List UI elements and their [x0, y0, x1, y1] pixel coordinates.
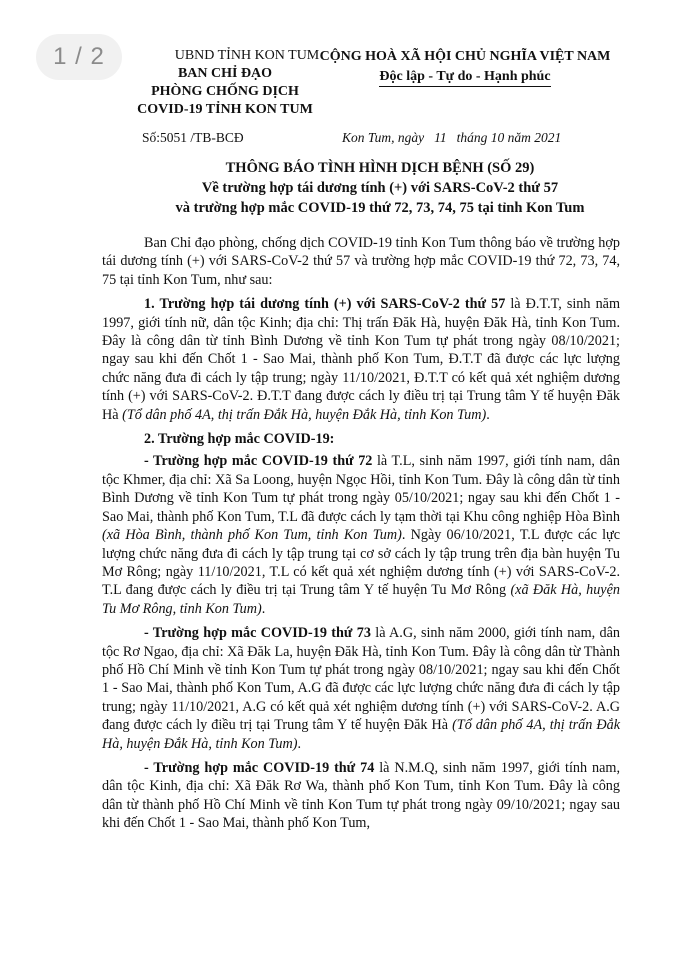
case-72-location-2: (xã Đăk Hà, huyện Tu Mơ Rông, tỉnh Kon Tum)	[102, 582, 620, 617]
document-number: Số:5051 /TB-BCĐ	[142, 130, 244, 145]
page-indicator-badge: 1 / 2	[36, 34, 122, 80]
case-73-paragraph	[102, 624, 620, 753]
section-1-text: là Đ.T.T, sinh năm 1997, giới tính nữ, dân tộc Kinh; địa chỉ: Thị trấn Đăk Hà, huyện Đăk Hà, tỉnh Kon Tum. Đây là công dân từ tỉnh Bình Dương về tỉnh Kon Tum tự phát trong ngày 08/10/2021; ngay sau khi đến Chốt 1 - Sao Mai, thành phố Kon Tum, Đ.T.T đã được các lực lượng chức năng đưa đi cách ly tập trung; ngày 11/10/2021, Đ.T.T có kết quả xét nghiệm dương tính (+) với SARS-CoV-2. Đ.T.T đang được cách ly điều trị tại Trung tâm Y tế huyện Đăk Hà	[102, 296, 620, 423]
case-73-location: (Tổ dân phố 4A, thị trấn Đắk Hà, huyện Đắk Hà, tỉnh Kon Tum)	[102, 717, 621, 752]
document-date	[342, 130, 561, 146]
date-day: 11	[434, 130, 447, 145]
case-73-end: .	[297, 735, 302, 752]
section-1-location: (Tổ dân phố 4A, thị trấn Đắk Hà, huyện Đắk Hà, tỉnh Kon Tum)	[122, 406, 487, 423]
authority-line-1: UBND TỈNH KON TUM	[174, 48, 320, 63]
authority-line-2: BAN CHỈ ĐẠO	[177, 66, 273, 81]
title-line-2: Về trường hợp tái dương tính (+) với SARS-CoV-2 thứ 57	[201, 180, 559, 196]
document-body	[102, 234, 620, 839]
date-place: Kon Tum, ngày	[342, 130, 425, 145]
national-title: CỘNG HOÀ XÃ HỘI CHỦ NGHĨA VIỆT NAM	[319, 49, 611, 64]
case-73-text: là A.G, sinh năm 2000, giới tính nam, dân tộc Rơ Ngao, địa chỉ: Xã Đăk La, huyện Đăk Hà, tỉnh Kon Tum. Đây là công dân từ Thành phố Hồ Chí Minh về tỉnh Kon Tum tự phát trong ngày 08/10/2021; ngay sau khi đến Chốt 1 - Sao Mai, thành phố Kon Tum, A.G đã được các lực lượng chức năng đưa đi cách ly tập trung; ngày 11/10/2021, A.G có kết quả xét nghiệm dương tính (+) với SARS-CoV-2. A.G đang được cách ly điều trị tại Trung tâm Y tế huyện Đăk Hà	[102, 625, 620, 734]
section-2-heading: 2. Trường hợp mắc COVID-19:	[144, 431, 335, 448]
national-motto: Độc lập - Tự do - Hạnh phúc	[379, 68, 550, 87]
case-74-text: là N.M.Q, sinh năm 1997, giới tính nam, dân tộc Kinh, địa chỉ: Xã Đăk Rơ Wa, thành phố Kon Tum, tỉnh Kon Tum. Đây là công dân từ thành phố Hồ Chí Minh về tỉnh Kon Tum tự phát trong ngày 09/10/2021; ngay sau khi đến Chốt 1 - Sao Mai, thành phố Kon Tum,	[102, 759, 620, 832]
case-72-text: là T.L, sinh năm 1997, giới tính nam, dân tộc Khmer, địa chỉ: Xã Sa Loong, huyện Ngọc Hồi, tỉnh Kon Tum. Đây là công dân từ tỉnh Bình Dương về tỉnh Kon Tum tự phát trong ngày 05/10/2021; ngay sau khi đến Chốt 1 - Sao Mai, thành phố Kon Tum, T.L đã được cách ly tạm thời tại Khu công nghiệp Hòa Bình	[102, 453, 620, 525]
case-72-location-1: (xã Hòa Bình, thành phố Kon Tum, tỉnh Kon Tum)	[102, 527, 402, 544]
case-73-heading: - Trường hợp mắc COVID-19 thứ 73	[144, 625, 371, 642]
case-74-heading: - Trường hợp mắc COVID-19 thứ 74	[144, 759, 375, 776]
section-1-heading: 1. Trường hợp tái dương tính (+) với SARS-CoV-2 thứ 57	[144, 296, 506, 313]
case-72-heading: - Trường hợp mắc COVID-19 thứ 72	[144, 453, 373, 470]
section-1-end: .	[486, 406, 490, 423]
case-72-paragraph	[102, 452, 620, 618]
document-title	[80, 158, 677, 218]
authority-line-3: PHÒNG CHỐNG DỊCH	[151, 84, 299, 99]
title-line-1: THÔNG BÁO TÌNH HÌNH DỊCH BỆNH (SỐ 29)	[225, 160, 535, 176]
authority-line-4: COVID-19 TỈNH KON TUM	[137, 102, 313, 117]
intro-paragraph: Ban Chỉ đạo phòng, chống dịch COVID-19 tỉnh Kon Tum thông báo về trường hợp tái dương tính (+) với SARS-CoV-2 thứ 57 và trường hợp mắc COVID-19 thứ 72, 73, 74, 75 tại tỉnh Kon Tum, như sau:	[102, 235, 620, 288]
national-header-block	[300, 47, 630, 87]
date-rest: tháng 10 năm 2021	[456, 130, 562, 145]
case-72-text-2: . Ngày 06/10/2021, T.L được các lực lượng chức năng đưa đi cách ly tập trung tại cơ sở cách ly tập trung trên địa bàn huyện Tu Mơ Rông; ngày 11/10/2021, T.L có kết quả xét nghiệm dương tính (+) với SARS-CoV-2. T.L đang được cách ly điều trị tại Trung tâm Y tế huyện Tu Mơ Rông	[102, 527, 621, 599]
case-72-end: .	[261, 600, 266, 617]
section-1-paragraph	[102, 295, 620, 424]
title-line-3: và trường hợp mắc COVID-19 thứ 72, 73, 74, 75 tại tỉnh Kon Tum	[175, 200, 585, 216]
case-74-paragraph	[102, 759, 620, 833]
